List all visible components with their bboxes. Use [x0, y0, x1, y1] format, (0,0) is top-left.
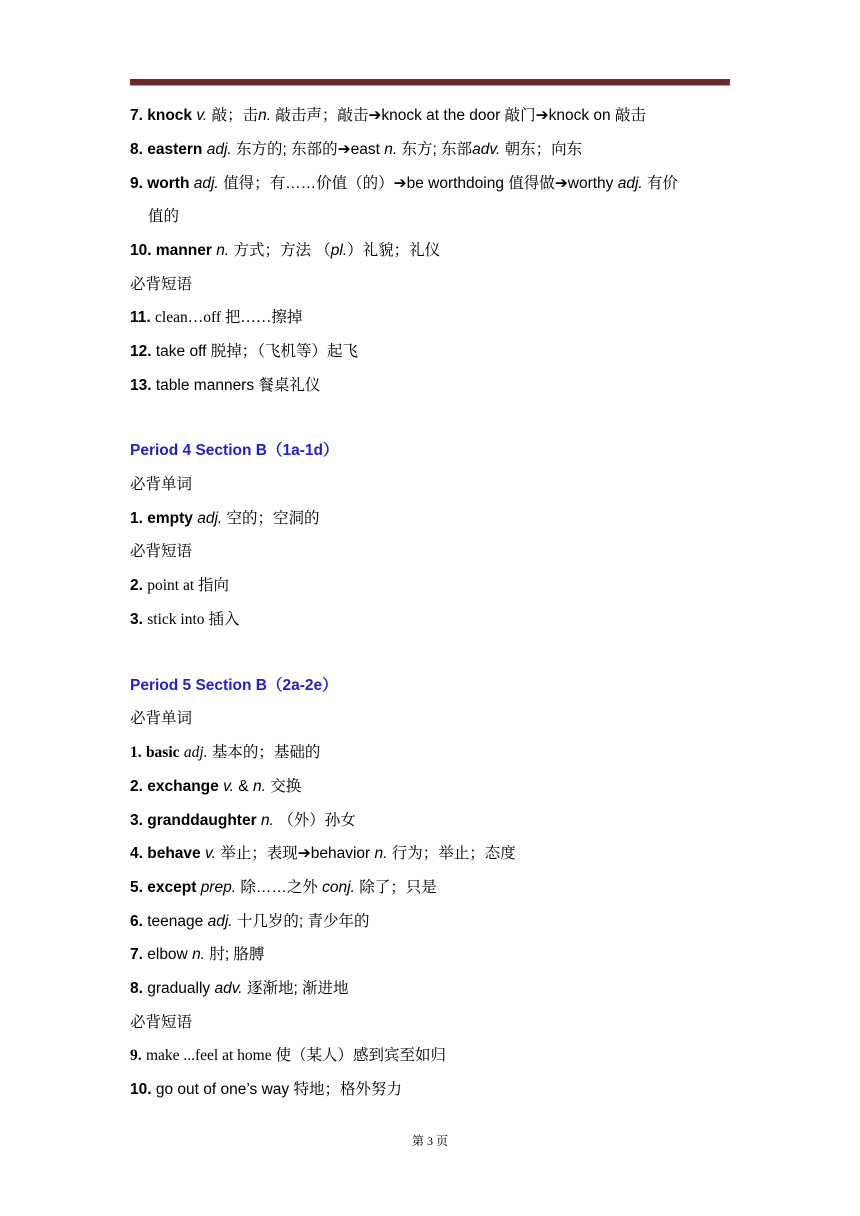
part-of-speech: n.	[374, 845, 388, 862]
item-word: basic	[145, 744, 180, 761]
vocab-item-teenage	[130, 912, 370, 932]
translation: 基本的；基础的	[211, 744, 321, 761]
arrow-icon: ➔	[337, 141, 351, 158]
item-number: 8.	[130, 141, 143, 158]
section-label-phrases: 必背短语	[130, 543, 193, 560]
translation: 敲；击	[211, 107, 259, 124]
part-of-speech: adj.	[197, 510, 223, 527]
translation: 空的；空洞的	[226, 510, 320, 527]
vocab-item-elbow	[130, 945, 264, 965]
part-of-speech: pl.	[330, 242, 348, 259]
item-number: 4.	[130, 845, 143, 862]
item-number: 5.	[130, 879, 143, 896]
phrase-item	[130, 342, 358, 362]
section-label-words: 必背单词	[130, 710, 193, 727]
ampersand: &	[238, 778, 249, 795]
translation: 除了；只是	[359, 879, 437, 896]
translation: 肘; 胳膊	[209, 946, 265, 963]
item-number: 3.	[130, 812, 143, 829]
vocab-item-basic	[130, 743, 320, 763]
derived-word: east	[350, 141, 380, 158]
item-number: 2.	[130, 577, 143, 594]
arrow-icon: ➔	[393, 175, 407, 192]
item-number: 7.	[130, 107, 143, 124]
phrase-text: make ...feel at home 使（某人）感到宾至如归	[145, 1047, 446, 1064]
item-number: 10.	[130, 242, 152, 259]
part-of-speech: adj.	[207, 913, 233, 930]
part-of-speech: n.	[384, 141, 398, 158]
section-label-words: 必背单词	[130, 476, 193, 493]
translation: 方式；方法 （	[233, 242, 331, 259]
derived-word: worthy	[567, 175, 614, 192]
translation: 逐渐地; 渐进地	[246, 980, 349, 997]
vocab-item-exchange	[130, 777, 301, 797]
translation: 有价	[647, 175, 679, 192]
item-word: teenage	[147, 913, 204, 930]
item-number: 6.	[130, 913, 143, 930]
translation: 除……之外	[240, 879, 318, 896]
item-number: 8.	[130, 980, 143, 997]
item-word: elbow	[147, 946, 188, 963]
item-number: 1.	[130, 510, 143, 527]
part-of-speech: adv.	[472, 141, 501, 158]
part-of-speech: n.	[192, 946, 205, 963]
item-number: 3.	[130, 611, 143, 628]
phrase-text: go out of one’s way 特地；格外努力	[155, 1081, 402, 1098]
part-of-speech: n.	[252, 778, 266, 795]
translation: 行为；举止；态度	[391, 845, 516, 862]
phrase-item	[130, 1080, 402, 1100]
part-of-speech: n.	[260, 812, 274, 829]
section-label-phrases: 必背短语	[130, 276, 193, 293]
translation: 朝东；向东	[504, 141, 583, 158]
translation: 举止；表现	[220, 845, 298, 862]
phrase-item	[130, 376, 320, 396]
item-word: except	[147, 879, 197, 896]
translation: 值得；有……价值（的）	[223, 175, 394, 192]
item-word: manner	[155, 242, 212, 259]
translation: 敲击声；敲击	[275, 107, 369, 124]
vocab-item-eastern	[130, 140, 582, 160]
derived-phrase: be worthdoing 值得做	[406, 175, 555, 192]
vocab-item-except	[130, 878, 437, 898]
part-of-speech: adj.	[193, 175, 219, 192]
item-number: 11.	[130, 309, 151, 326]
part-of-speech: v.	[196, 107, 208, 124]
arrow-icon: ➔	[554, 175, 568, 192]
item-number: 13.	[130, 377, 152, 394]
item-word: eastern	[147, 141, 203, 158]
item-number: 12.	[130, 343, 152, 360]
vocab-item-manner	[130, 241, 440, 261]
vocab-item-gradually	[130, 979, 349, 999]
item-word: empty	[147, 510, 193, 527]
derived-phrase: knock on 敲击	[548, 107, 646, 124]
translation: 值的	[148, 208, 180, 225]
derived-phrase: knock at the door 敲门	[381, 107, 536, 124]
item-word: exchange	[147, 778, 219, 795]
translation: 十几岁的; 青少年的	[236, 913, 370, 930]
derived-word: behavior	[310, 845, 371, 862]
part-of-speech: adv.	[214, 980, 243, 997]
phrase-item	[130, 308, 302, 328]
item-word: knock	[147, 107, 193, 124]
item-word: gradually	[147, 980, 211, 997]
phrase-text: stick into 插入	[147, 611, 240, 628]
translation: 东方; 东部	[401, 141, 473, 158]
item-word: granddaughter	[147, 812, 257, 829]
item-number: 1.	[130, 744, 142, 761]
vocab-item-behave	[130, 844, 516, 864]
header-rule	[130, 79, 730, 85]
item-word: behave	[147, 845, 201, 862]
part-of-speech: adj.	[183, 744, 208, 761]
period-heading: Period 5 Section B（2a-2e）	[130, 677, 338, 694]
item-number: 10.	[130, 1081, 152, 1098]
part-of-speech: adj.	[206, 141, 232, 158]
section-label-phrases: 必背短语	[130, 1014, 193, 1031]
period-heading: Period 4 Section B（1a-1d）	[130, 442, 339, 459]
phrase-item	[130, 610, 239, 630]
part-of-speech: adj.	[617, 175, 643, 192]
part-of-speech: conj.	[322, 879, 355, 896]
phrase-item	[130, 1046, 446, 1066]
part-of-speech: v.	[204, 845, 216, 862]
vocab-item-worth	[130, 174, 678, 194]
translation: 东方的; 东部的	[236, 141, 338, 158]
part-of-speech: v.	[223, 778, 234, 795]
phrase-text: clean…off 把……擦掉	[155, 309, 303, 326]
arrow-icon: ➔	[297, 845, 311, 862]
arrow-icon: ➔	[368, 107, 382, 124]
phrase-text: point at 指向	[147, 577, 230, 594]
vocab-item-empty	[130, 509, 320, 529]
part-of-speech: prep.	[200, 879, 237, 896]
item-word: worth	[147, 175, 190, 192]
item-number: 9.	[130, 1047, 142, 1064]
phrase-item	[130, 576, 229, 596]
item-number: 9.	[130, 175, 143, 192]
arrow-icon: ➔	[535, 107, 549, 124]
phrase-text: take off 脱掉；（飞机等）起飞	[155, 343, 358, 360]
item-number: 2.	[130, 778, 143, 795]
translation: （外）孙女	[278, 812, 356, 829]
part-of-speech: n.	[216, 242, 230, 259]
vocab-item-granddaughter	[130, 811, 356, 831]
part-of-speech: n.	[258, 107, 272, 124]
translation: ）礼貌；礼仪	[347, 242, 441, 259]
translation: 交换	[270, 778, 302, 795]
vocab-item-worth-continued	[148, 207, 179, 227]
vocab-item-knock	[130, 106, 646, 126]
item-number: 7.	[130, 946, 143, 963]
page-number: 第 3 页	[411, 1134, 448, 1148]
phrase-text: table manners 餐桌礼仪	[155, 377, 321, 394]
